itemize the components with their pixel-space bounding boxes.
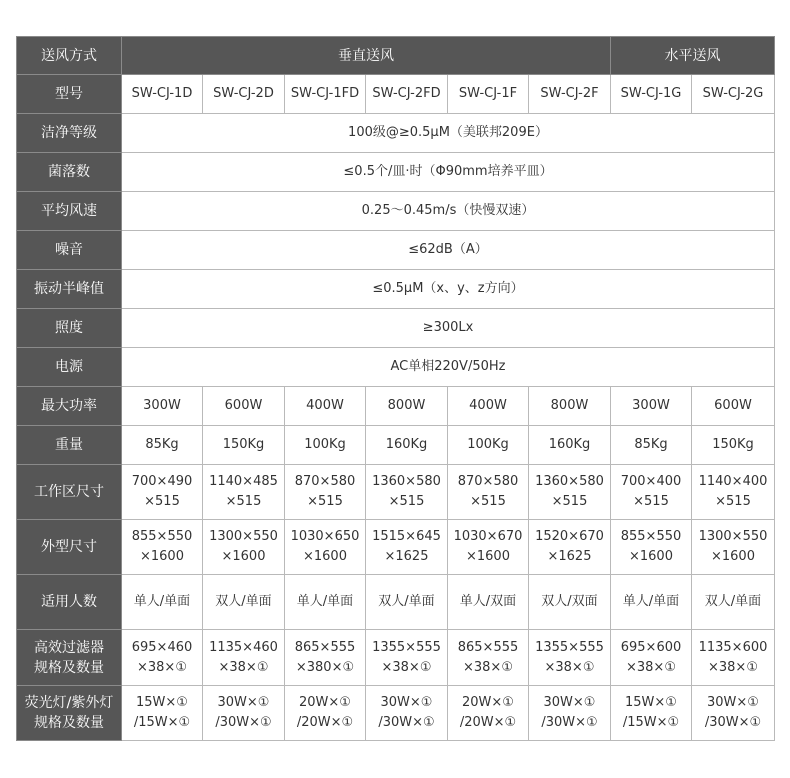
filter-line: ×38×① <box>708 659 758 675</box>
weight-cell: 150Kg <box>203 426 285 465</box>
filter-line: ×38×① <box>137 659 187 675</box>
power-cell: 400W <box>448 387 529 426</box>
lamp-label-line: 规格及数量 <box>34 715 104 731</box>
lamp-line: /30W×① <box>541 715 598 730</box>
work_area-line: 1140×485 <box>209 474 278 489</box>
row-label-outer_size: 外型尺寸 <box>17 520 122 575</box>
shared-value: ≤0.5个/皿·时（Φ90mm培养平皿） <box>122 153 775 192</box>
outer_size-cell <box>448 520 529 575</box>
weight-cell: 85Kg <box>122 426 203 465</box>
group-horizontal: 水平送风 <box>611 37 775 75</box>
filter-line: 1355×555 <box>535 639 604 655</box>
filter-line: 865×555 <box>457 639 519 655</box>
work_area-line: ×515 <box>225 494 262 509</box>
filter-cell <box>611 630 692 686</box>
filter-line: ×38×① <box>544 659 595 675</box>
lamp-cell <box>203 686 285 741</box>
row-label-weight: 重量 <box>17 426 122 465</box>
shared-value: ≥300Lx <box>122 309 775 348</box>
model-cell: SW-CJ-2F <box>529 75 611 114</box>
row-label-model: 型号 <box>17 75 122 114</box>
work_area-line: ×515 <box>307 494 343 509</box>
power-cell: 300W <box>122 387 203 426</box>
model-cell: SW-CJ-2D <box>203 75 285 114</box>
filter-line: ×38×① <box>381 659 432 675</box>
row-label: 洁净等级 <box>17 114 122 153</box>
model-cell: SW-CJ-1F <box>448 75 529 114</box>
users-cell: 双人/单面 <box>692 575 775 630</box>
work_area-line: 1360×580 <box>372 474 441 489</box>
lamp-line: 30W×① <box>380 695 433 710</box>
lamp-line: 15W×① <box>136 695 188 710</box>
model-cell: SW-CJ-1D <box>122 75 203 114</box>
shared-value: AC单相220V/50Hz <box>122 348 775 387</box>
outer_size-line: ×1600 <box>221 549 266 564</box>
power-cell: 800W <box>529 387 611 426</box>
lamp-line: /30W×① <box>378 715 435 730</box>
lamp-cell <box>448 686 529 741</box>
filter-line: ×38×① <box>463 659 513 675</box>
row-label-users: 适用人数 <box>17 575 122 630</box>
group-vertical: 垂直送风 <box>122 37 611 75</box>
filter-cell <box>366 630 448 686</box>
lamp-line: 30W×① <box>707 695 759 710</box>
outer_size-line: 1030×670 <box>453 529 523 544</box>
row-label: 照度 <box>17 309 122 348</box>
outer_size-line: 1300×550 <box>698 529 768 544</box>
filter-line: 695×460 <box>131 639 193 655</box>
users-cell: 单人/单面 <box>285 575 366 630</box>
filter-line: 1355×555 <box>372 639 441 655</box>
outer_size-cell <box>203 520 285 575</box>
outer_size-row <box>17 520 775 575</box>
row-label-power: 最大功率 <box>17 387 122 426</box>
lamp-line: 15W×① <box>625 695 677 710</box>
filter-line: 695×600 <box>620 639 682 655</box>
outer_size-line: 855×550 <box>131 529 193 544</box>
work_area-cell <box>692 465 775 520</box>
shared-value: ≤62dB（A） <box>122 231 775 270</box>
row-label: 平均风速 <box>17 192 122 231</box>
filter-cell <box>692 630 775 686</box>
lamp-line: 20W×① <box>462 695 514 710</box>
model-cell: SW-CJ-1G <box>611 75 692 114</box>
lamp-line: /20W×① <box>296 715 354 730</box>
model-row <box>17 75 775 114</box>
users-row <box>17 575 775 630</box>
work_area-line: ×515 <box>470 494 506 509</box>
table-row <box>17 114 775 153</box>
work_area-cell <box>611 465 692 520</box>
row-label-work_area: 工作区尺寸 <box>17 465 122 520</box>
lamp-cell <box>529 686 611 741</box>
power-cell: 300W <box>611 387 692 426</box>
lamp-label-line: 荧光灯/紫外灯 <box>24 695 114 711</box>
work_area-line: ×515 <box>144 494 180 509</box>
outer_size-cell <box>285 520 366 575</box>
outer_size-line: ×1625 <box>547 549 592 564</box>
work_area-cell <box>285 465 366 520</box>
outer_size-line: 1030×650 <box>290 529 360 544</box>
work_area-line: 700×400 <box>620 474 682 489</box>
lamp-line: /20W×① <box>459 715 517 730</box>
work_area-line: ×515 <box>551 494 588 509</box>
weight-row <box>17 426 775 465</box>
row-label: 菌落数 <box>17 153 122 192</box>
row-label: 电源 <box>17 348 122 387</box>
weight-cell: 160Kg <box>366 426 448 465</box>
shared-value: 0.25～0.45m/s（快慢双速） <box>122 192 775 231</box>
outer_size-cell <box>366 520 448 575</box>
users-cell: 双人/单面 <box>203 575 285 630</box>
work_area-line: ×515 <box>715 494 751 509</box>
table-row <box>17 231 775 270</box>
work_area-cell <box>448 465 529 520</box>
lamp-line: 30W×① <box>217 695 270 710</box>
power-cell: 400W <box>285 387 366 426</box>
lamp-line: 20W×① <box>299 695 351 710</box>
outer_size-cell <box>122 520 203 575</box>
users-cell: 单人/双面 <box>448 575 529 630</box>
table-row <box>17 348 775 387</box>
lamp-cell <box>285 686 366 741</box>
filter-line: ×380×① <box>295 659 355 675</box>
work_area-cell <box>122 465 203 520</box>
row-label: 振动半峰值 <box>17 270 122 309</box>
shared-value: ≤0.5μM（x、y、z方向） <box>122 270 775 309</box>
table-row <box>17 153 775 192</box>
power-row <box>17 387 775 426</box>
filter-line: 865×555 <box>294 639 356 655</box>
filter-line: ×38×① <box>626 659 676 675</box>
spec-table <box>16 36 775 741</box>
lamp-line: 30W×① <box>543 695 596 710</box>
outer_size-line: ×1600 <box>466 549 510 564</box>
users-cell: 单人/单面 <box>611 575 692 630</box>
filter-line: ×38×① <box>218 659 269 675</box>
outer_size-line: 855×550 <box>620 529 682 544</box>
header-row <box>17 37 775 75</box>
work_area-cell <box>366 465 448 520</box>
row-label-lamp <box>17 686 122 741</box>
lamp-line: /30W×① <box>215 715 272 730</box>
model-cell: SW-CJ-1FD <box>285 75 366 114</box>
filter-label-line: 规格及数量 <box>34 659 104 676</box>
shared-value: 100级@≥0.5μM（美联邦209E） <box>122 114 775 153</box>
lamp-cell <box>611 686 692 741</box>
filter-cell <box>448 630 529 686</box>
filter-cell <box>203 630 285 686</box>
filter-line: 1135×600 <box>698 639 768 655</box>
work_area-line: 870×580 <box>294 474 356 489</box>
model-cell: SW-CJ-2G <box>692 75 775 114</box>
header-label: 送风方式 <box>17 37 122 75</box>
table-row <box>17 192 775 231</box>
work_area-row <box>17 465 775 520</box>
work_area-cell <box>529 465 611 520</box>
outer_size-line: 1520×670 <box>535 529 604 544</box>
work_area-line: 870×580 <box>457 474 519 489</box>
outer_size-cell <box>611 520 692 575</box>
power-cell: 600W <box>203 387 285 426</box>
work_area-line: 1360×580 <box>535 474 604 489</box>
row-label: 噪音 <box>17 231 122 270</box>
outer_size-line: ×1625 <box>384 549 429 564</box>
lamp-cell <box>122 686 203 741</box>
weight-cell: 100Kg <box>285 426 366 465</box>
users-cell: 单人/单面 <box>122 575 203 630</box>
outer_size-line: 1515×645 <box>372 529 441 544</box>
users-cell: 双人/双面 <box>529 575 611 630</box>
outer_size-line: ×1600 <box>711 549 755 564</box>
table-row <box>17 270 775 309</box>
outer_size-cell <box>529 520 611 575</box>
lamp-line: /15W×① <box>133 715 191 730</box>
work_area-line: 700×490 <box>131 474 193 489</box>
lamp-cell <box>366 686 448 741</box>
weight-cell: 160Kg <box>529 426 611 465</box>
work_area-cell <box>203 465 285 520</box>
model-cell: SW-CJ-2FD <box>366 75 448 114</box>
filter-cell <box>529 630 611 686</box>
lamp-line: /15W×① <box>622 715 680 730</box>
filter-line: 1135×460 <box>209 639 278 655</box>
lamp-line: /30W×① <box>704 715 762 730</box>
filter-row <box>17 630 775 686</box>
work_area-line: ×515 <box>388 494 425 509</box>
work_area-line: ×515 <box>633 494 669 509</box>
row-label-filter <box>17 630 122 686</box>
power-cell: 800W <box>366 387 448 426</box>
users-cell: 双人/单面 <box>366 575 448 630</box>
outer_size-line: ×1600 <box>303 549 347 564</box>
lamp-row <box>17 686 775 741</box>
weight-cell: 85Kg <box>611 426 692 465</box>
weight-cell: 150Kg <box>692 426 775 465</box>
work_area-line: 1140×400 <box>698 474 768 489</box>
outer_size-line: ×1600 <box>140 549 184 564</box>
filter-cell <box>122 630 203 686</box>
table-row <box>17 309 775 348</box>
lamp-cell <box>692 686 775 741</box>
filter-cell <box>285 630 366 686</box>
power-cell: 600W <box>692 387 775 426</box>
outer_size-line: ×1600 <box>629 549 673 564</box>
weight-cell: 100Kg <box>448 426 529 465</box>
outer_size-cell <box>692 520 775 575</box>
outer_size-line: 1300×550 <box>209 529 278 544</box>
filter-label-line: 高效过滤器 <box>34 639 104 656</box>
